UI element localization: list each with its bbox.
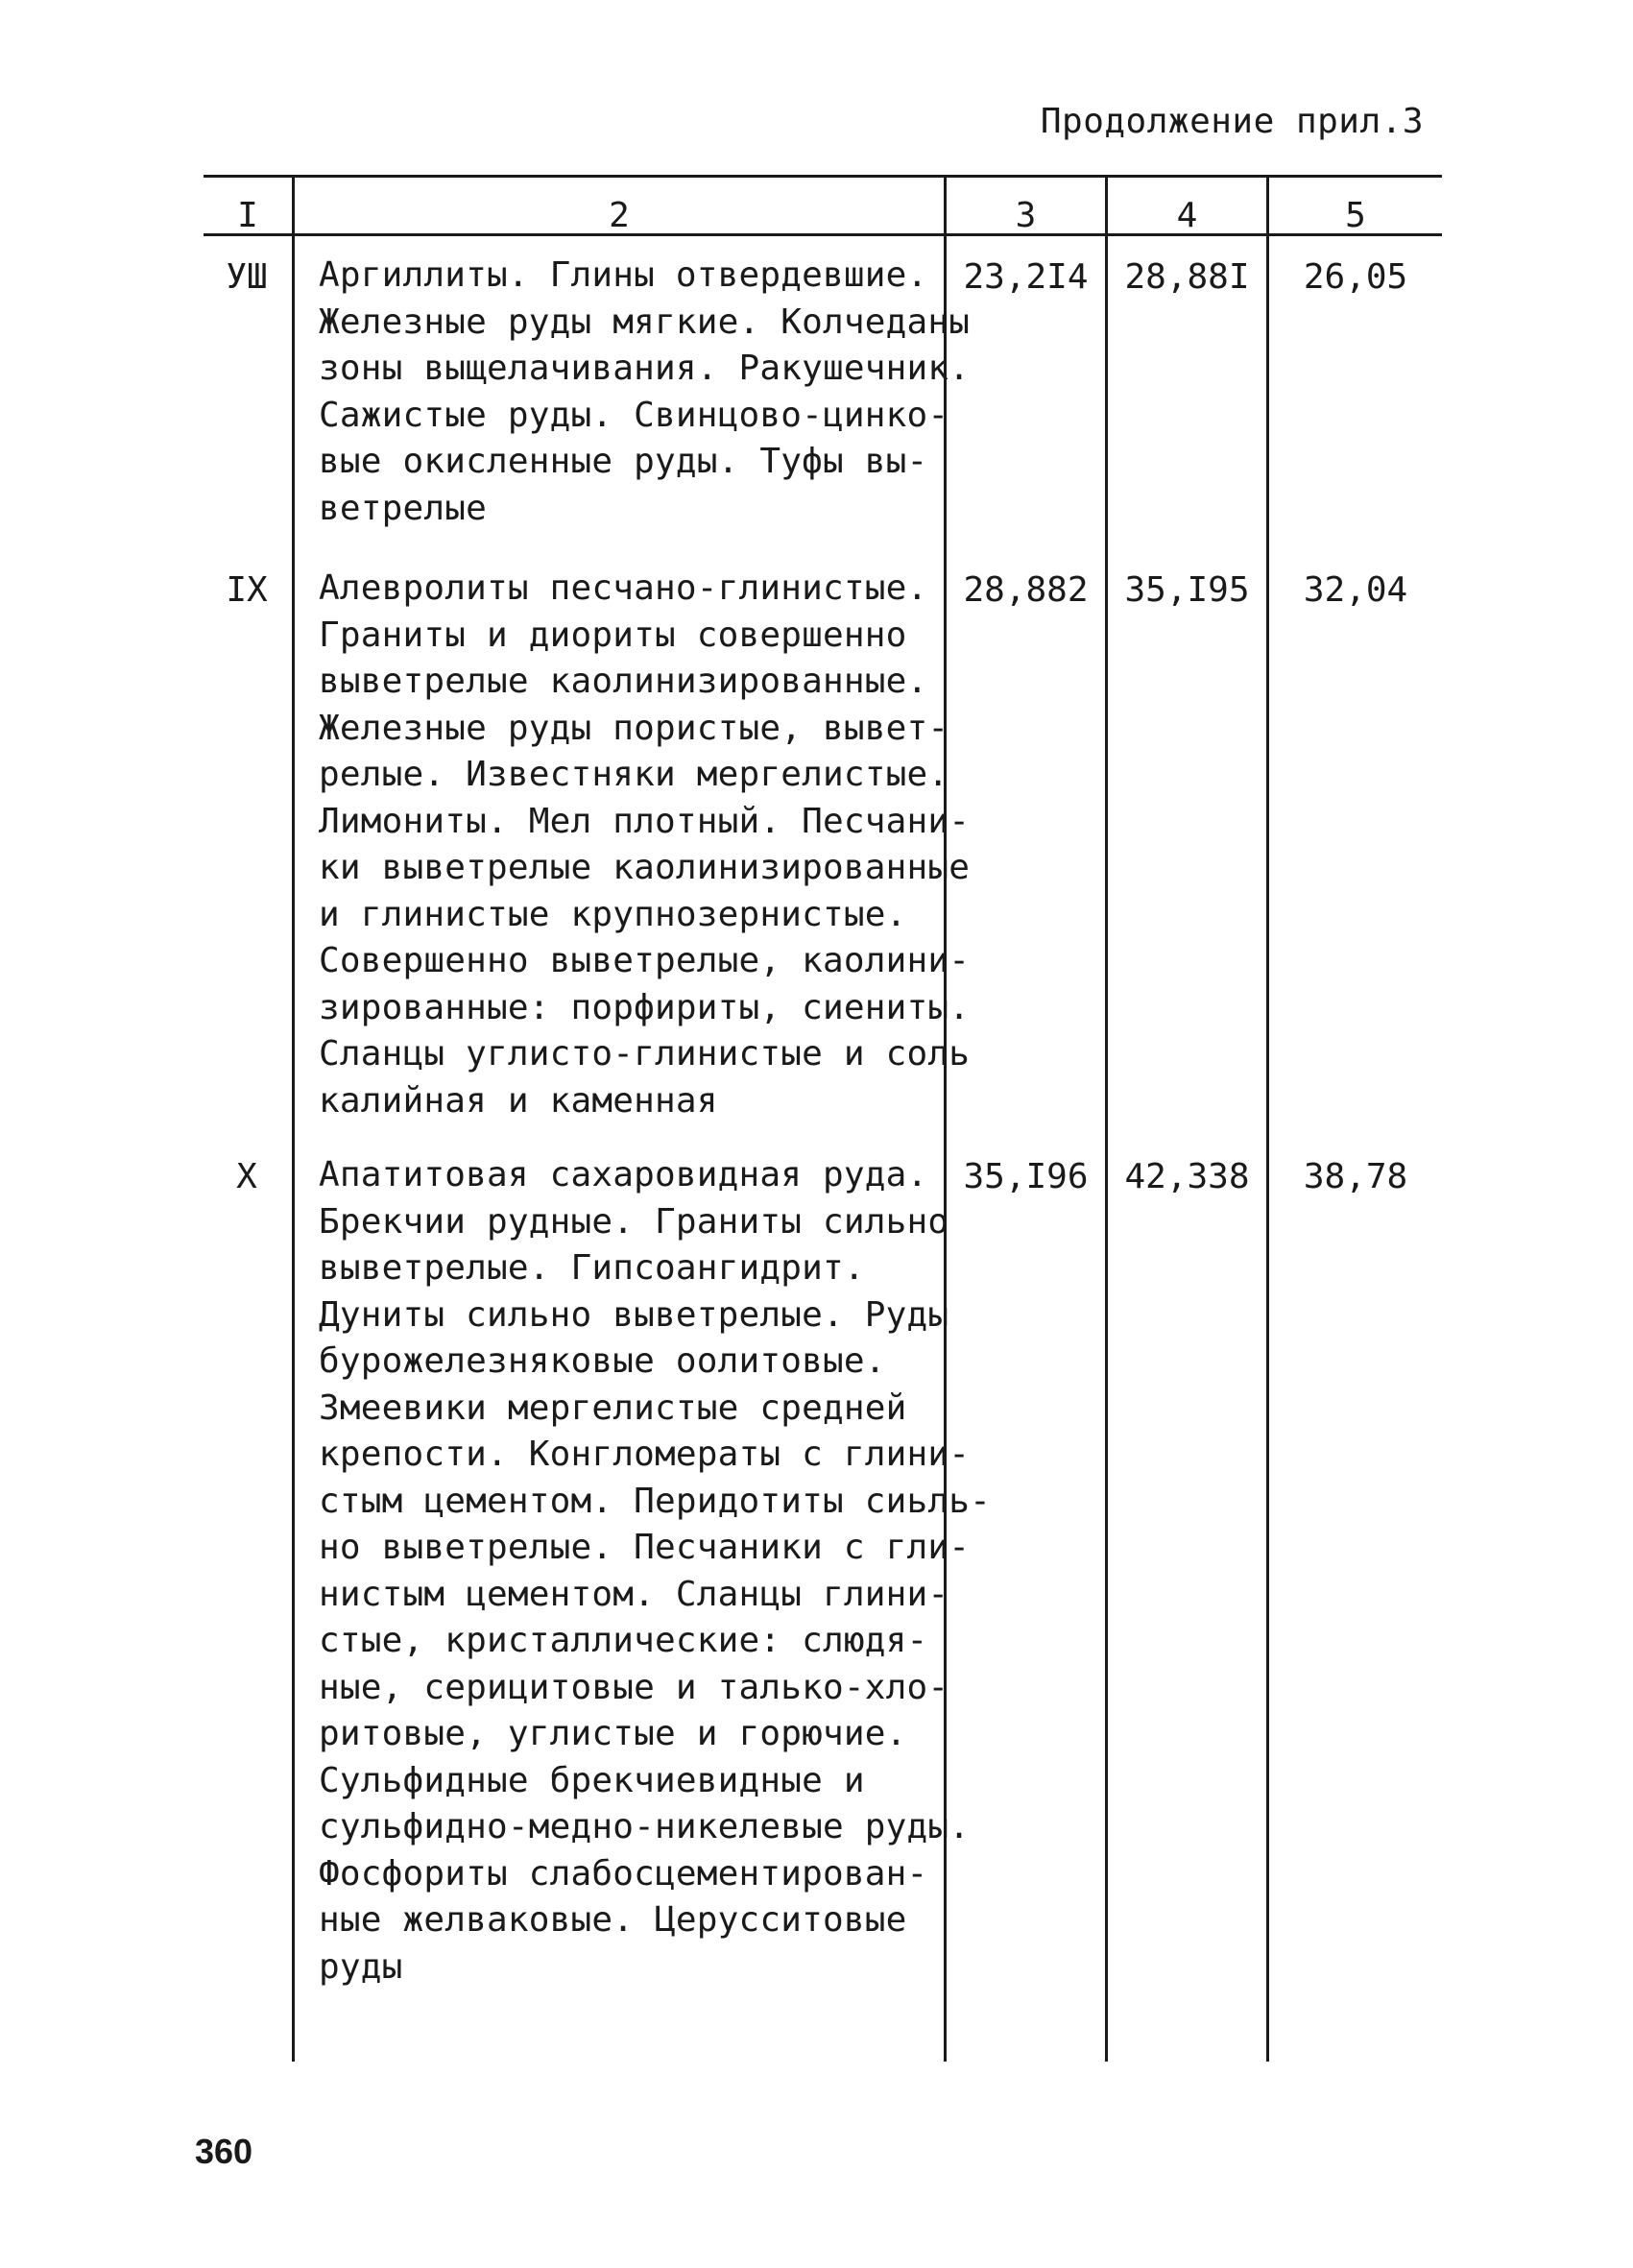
description-line: выветрелые. Гипсоангидрит. [319,1248,865,1288]
description-line: но выветрелые. Песчаники с гли- [319,1528,971,1567]
description-line: сульфидно-медно-никелевые руды. [319,1807,971,1846]
col4-value: 42,338 [1124,1157,1250,1196]
description-line: Фосфориты слабосцементирован- [319,1853,928,1894]
description-line: Дуниты сильно выветрелые. Руды [319,1294,949,1335]
header-col-4: 4 [1176,196,1198,235]
category-label: X [236,1157,257,1196]
column-divider-3 [1105,175,1108,2062]
description-line: релые. Известняки мергелистые. [319,755,949,794]
description-line: Железные руды пористые, вывет- [319,708,949,748]
description-line: ные, серицитовые и талько-хло- [319,1667,949,1707]
description-line: выветрелые каолинизированные. [319,662,928,701]
description-line: стые, кристаллические: слюдя- [319,1621,928,1660]
description-line: Сажистые руды. Свинцово-цинко- [319,395,949,435]
description-line: ные желваковые. Церусситовые [319,1900,907,1940]
description-line: ветрелые [319,488,487,528]
description-line: Брекчии рудные. Граниты сильно [319,1201,949,1242]
header-col-2: 2 [609,196,630,235]
column-divider-1 [292,175,295,2062]
category-label: IX [226,570,268,610]
description-line: бурожелезняковые оолитовые. [319,1341,886,1381]
description-line: Змеевики мергелистые средней [319,1387,907,1428]
description-line: вые окисленные руды. Туфы вы- [319,442,928,481]
description-line: ки выветрелые каолинизированные [319,848,971,887]
description-line: крепости. Конгломераты с глини- [319,1435,971,1474]
description-line: Апатитовая сахаровидная руда. [319,1155,928,1194]
description-line: стым цементом. Перидотиты сиьль- [319,1481,991,1521]
header-col-5: 5 [1345,196,1366,235]
col4-value: 28,88I [1124,257,1250,297]
description-line: Железные руды мягкие. Колчеданы [319,302,971,342]
description-line: Граниты и диориты совершенно [319,615,907,655]
table-caption: Продолжение прил.3 [1040,102,1424,141]
col4-value: 35,I95 [1124,570,1250,610]
category-label: УШ [226,257,268,297]
col3-value: 23,2I4 [963,257,1089,297]
description-line: нистым цементом. Сланцы глини- [319,1574,949,1614]
description-line: Сульфидные брекчиевидные и [319,1760,865,1800]
header-col-1: I [237,196,258,235]
column-divider-4 [1266,175,1269,2062]
col5-value: 26,05 [1303,257,1408,297]
description-line: ритовые, углистые и горючие. [319,1714,907,1753]
col3-value: 28,882 [963,570,1089,610]
description-line: Лимониты. Мел плотный. Песчани- [319,801,971,841]
rock-description [319,253,971,532]
table-top-rule [204,175,1442,178]
description-line: Сланцы углисто-глинистые и соль [319,1034,971,1074]
page-number: 360 [195,2132,253,2171]
description-line: Аргиллиты. Глины отвердевшие. [319,255,928,295]
header-col-3: 3 [1015,196,1037,235]
description-line: и глинистые крупнозернистые. [319,894,907,934]
description-line: калийная и каменная [319,1080,718,1121]
description-line: Алевролиты песчано-глинистые. [319,568,928,608]
description-line: руды [319,1946,403,1987]
col5-value: 38,78 [1303,1157,1408,1196]
description-line: зированные: порфириты, сиениты. [319,987,971,1027]
col3-value: 35,I96 [963,1157,1089,1196]
rock-description [319,1152,991,1991]
description-line: зоны выщелачивания. Ракушечник. [319,349,971,388]
col5-value: 32,04 [1303,570,1408,610]
description-line: Совершенно выветрелые, каолини- [319,941,971,980]
rock-description [319,566,971,1124]
